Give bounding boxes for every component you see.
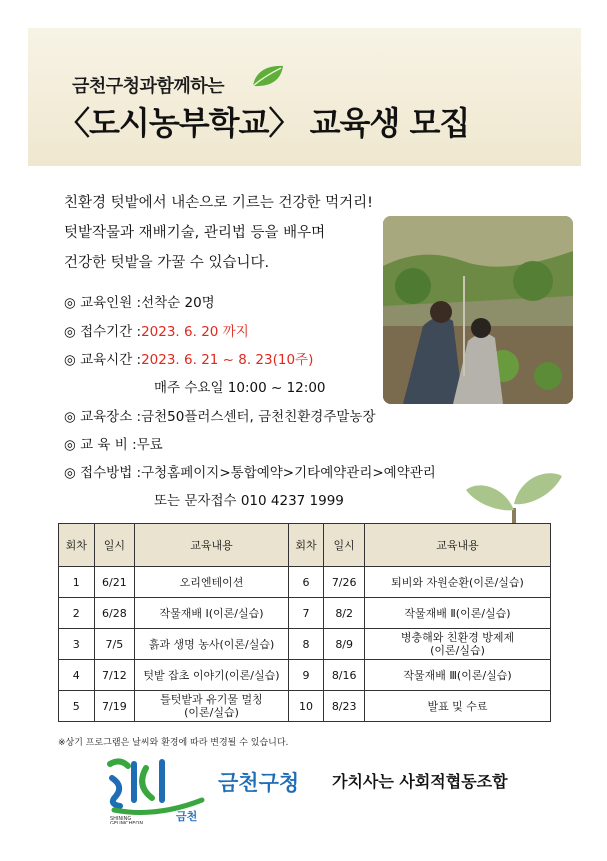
cell-session: 10 xyxy=(288,691,324,722)
info-item-application-period xyxy=(64,320,249,340)
info-label: ◎ 교육시간 : xyxy=(64,352,142,368)
info-label: ◎ 접수방법 : xyxy=(64,465,142,481)
cell-session: 4 xyxy=(59,660,95,691)
cell-date: 7/12 xyxy=(94,660,135,691)
info-item-weekly-time xyxy=(154,376,326,396)
intro-line: 건강한 텃밭을 가꿀 수 있습니다. xyxy=(64,255,270,271)
geumcheon-gu-office-logo-text: 금천구청 xyxy=(218,771,300,795)
table-row xyxy=(59,629,551,660)
info-label: ◎ 교육인원 : xyxy=(64,295,142,311)
cell-content: 병충해와 친환경 방제제 (이론/실습) xyxy=(365,629,551,660)
info-value: 또는 문자접수 010 4237 1999 xyxy=(154,493,344,509)
table-row xyxy=(59,567,551,598)
info-value: 선착순 20명 xyxy=(141,295,215,311)
info-item-fee xyxy=(64,433,163,453)
intro-line: 텃밭작물과 재배기술, 관리법 등을 배우며 xyxy=(64,225,326,241)
info-label: ◎ 교육장소 : xyxy=(64,409,142,425)
cell-content: 퇴비와 자원순환(이론/실습) xyxy=(365,567,551,598)
header-banner xyxy=(28,28,581,166)
column-header: 회차 xyxy=(288,524,324,567)
cell-session: 1 xyxy=(59,567,95,598)
cell-date: 7/26 xyxy=(324,567,365,598)
cell-session: 5 xyxy=(59,691,95,722)
info-item-location xyxy=(64,405,376,425)
cell-date: 6/21 xyxy=(94,567,135,598)
table-row xyxy=(59,691,551,722)
cell-session: 6 xyxy=(288,567,324,598)
cell-date: 8/23 xyxy=(324,691,365,722)
info-item-sms xyxy=(154,489,344,509)
cell-content: 흙과 생명 농사(이론/실습) xyxy=(135,629,288,660)
header-subtitle: 금천구청과함께하는 xyxy=(72,76,224,97)
page-title: 〈도시농부학교〉 교육생 모집 xyxy=(58,104,470,142)
cell-date: 8/16 xyxy=(324,660,365,691)
geumcheon-logo-icon xyxy=(106,756,218,824)
column-header: 교육내용 xyxy=(135,524,288,567)
column-header: 교육내용 xyxy=(365,524,551,567)
info-value: 금천50플러스센터, 금천친환경주말농장 xyxy=(141,409,376,425)
logo-tagline: GEUMCHEON xyxy=(110,821,144,824)
info-item-schedule xyxy=(64,348,313,368)
cell-session: 3 xyxy=(59,629,95,660)
cell-date: 8/9 xyxy=(324,629,365,660)
footnote: ※상기 프로그램은 날씨와 환경에 따라 변경될 수 있습니다. xyxy=(58,738,289,748)
leaf-icon xyxy=(251,64,285,88)
cell-session: 8 xyxy=(288,629,324,660)
cell-date: 7/19 xyxy=(94,691,135,722)
cell-content: 오리엔테이션 xyxy=(135,567,288,598)
cell-content: 텃밭 잡초 이야기(이론/실습) xyxy=(135,660,288,691)
table-header-row xyxy=(59,524,551,567)
poster xyxy=(28,28,581,833)
column-header: 회차 xyxy=(59,524,95,567)
info-label: ◎ 교 육 비 : xyxy=(64,437,137,453)
info-item-method xyxy=(64,461,436,481)
cell-session: 7 xyxy=(288,598,324,629)
info-value: 구청홈페이지>통합예약>기타예약관리>예약관리 xyxy=(141,465,436,481)
intro-line: 친환경 텃밭에서 내손으로 기르는 건강한 먹거리! xyxy=(64,195,373,211)
cell-date: 7/5 xyxy=(94,629,135,660)
info-value: 2023. 6. 20 까지 xyxy=(141,324,249,340)
cell-session: 9 xyxy=(288,660,324,691)
info-value: 무료 xyxy=(136,437,163,453)
cell-content: 틀텃밭과 유기물 멀칭 (이론/실습) xyxy=(135,691,288,722)
gardening-photo xyxy=(383,216,573,404)
logo-tagline: SHINING xyxy=(110,816,132,822)
cell-content: 작물재배 Ⅱ(이론/실습) xyxy=(365,598,551,629)
cell-content: 작물재배 Ⅰ(이론/실습) xyxy=(135,598,288,629)
cell-date: 8/2 xyxy=(324,598,365,629)
logo-small-text: 금천 xyxy=(176,810,198,823)
column-header: 일시 xyxy=(94,524,135,567)
info-value: 2023. 6. 21 ~ 8. 23(10주) xyxy=(141,352,314,368)
table-row xyxy=(59,660,551,691)
intro-text xyxy=(64,188,373,278)
info-value: 매주 수요일 10:00 ~ 12:00 xyxy=(154,380,326,396)
info-item-count xyxy=(64,291,215,311)
column-header: 일시 xyxy=(324,524,365,567)
info-label: ◎ 접수기간 : xyxy=(64,324,142,340)
partner-cooperative: 가치사는 사회적협동조합 xyxy=(332,772,508,791)
schedule-table xyxy=(58,523,551,722)
table-row xyxy=(59,598,551,629)
cell-date: 6/28 xyxy=(94,598,135,629)
cell-content: 작물재배 Ⅲ(이론/실습) xyxy=(365,660,551,691)
cell-session: 2 xyxy=(59,598,95,629)
cell-content: 발표 및 수료 xyxy=(365,691,551,722)
